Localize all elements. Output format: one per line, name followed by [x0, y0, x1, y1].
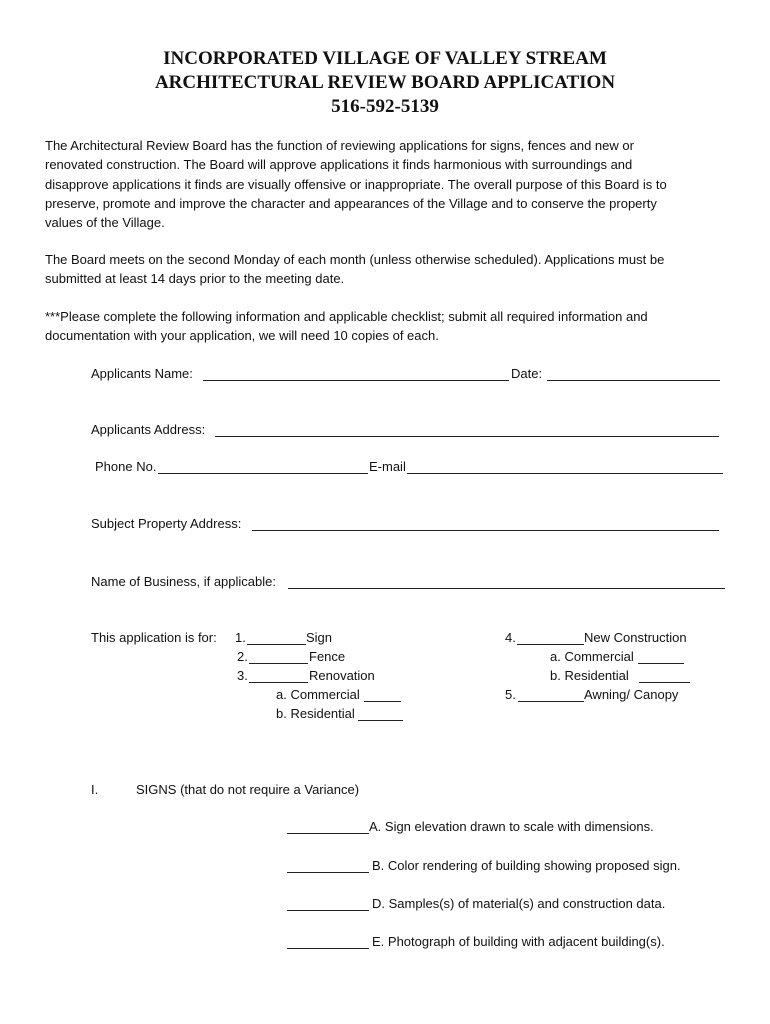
checklist-item-e: E. Photograph of building with adjacent building(s). [372, 934, 665, 949]
intro-paragraph-1 [45, 136, 735, 232]
item-number-1: 1. [235, 630, 246, 645]
sign-option-label: Sign [306, 630, 333, 645]
checklist-line-b[interactable] [287, 872, 369, 873]
intro-p1-line: renovated construction. The Board will approve applications it finds harmonious with surroundings and [45, 157, 633, 173]
intro-p3-line: documentation with your application, we will need 10 copies of each. [45, 328, 439, 344]
phone-label: Phone No. [95, 459, 157, 474]
intro-p3-line: ***Please complete the following information and applicable checklist; submit all required information and [45, 309, 648, 324]
awning-option-label: Awning/ Canopy [584, 687, 679, 702]
fence-checkbox-line[interactable] [249, 663, 308, 664]
new-construction-checkbox-line[interactable] [517, 644, 584, 645]
date-field[interactable] [547, 380, 720, 381]
renovation-checkbox-line[interactable] [249, 682, 308, 683]
form-title-line2: ARCHITECTURAL REVIEW BOARD APPLICATION [154, 72, 616, 93]
intro-p2-line: submitted at least 14 days prior to the meeting date. [45, 271, 345, 287]
subject-property-field[interactable] [252, 530, 719, 531]
new-construction-commercial-label: a. Commercial [550, 649, 634, 664]
board-phone-number: 516-592-5139 [331, 96, 439, 117]
business-name-field[interactable] [288, 588, 725, 589]
business-name-label: Name of Business, if applicable: [91, 574, 276, 589]
intro-p1-line: disapprove applications it finds are visually offensive or inappropriate. The overall purpose of this Board is to [45, 176, 667, 192]
intro-p1-line: The Architectural Review Board has the function of reviewing applications for signs, fences and new or [45, 138, 634, 153]
checklist-item-d: D. Samples(s) of material(s) and construction data. [372, 896, 666, 911]
awning-checkbox-line[interactable] [518, 701, 584, 702]
new-construction-commercial-line[interactable] [638, 663, 684, 664]
item-number-5: 5. [505, 687, 516, 702]
renovation-option-label: Renovation [309, 668, 375, 683]
applicant-name-label: Applicants Name: [91, 366, 193, 381]
sign-checkbox-line[interactable] [247, 644, 306, 645]
signs-section-title: SIGNS (that do not require a Variance) [136, 782, 360, 797]
intro-paragraph-2 [45, 250, 735, 289]
new-construction-residential-line[interactable] [639, 682, 690, 683]
applicant-address-label: Applicants Address: [91, 422, 206, 437]
new-construction-option-label: New Construction [584, 630, 687, 645]
renovation-residential-line[interactable] [358, 720, 403, 721]
section-numeral: I. [91, 782, 99, 797]
form-title-line1: INCORPORATED VILLAGE OF VALLEY STREAM [163, 48, 607, 69]
applicant-name-field[interactable] [203, 380, 509, 381]
fence-option-label: Fence [309, 649, 346, 664]
renovation-residential-label: b. Residential [276, 706, 355, 721]
date-label: Date: [511, 366, 543, 381]
subject-property-label: Subject Property Address: [91, 516, 242, 531]
item-number-2: 2. [237, 649, 248, 664]
email-label: E-mail [369, 459, 406, 474]
intro-p1-line: preserve, promote and improve the character and appearances of the Village and to conserve the property [45, 195, 657, 211]
new-construction-residential-label: b. Residential [550, 668, 629, 683]
phone-field[interactable] [158, 473, 368, 474]
checklist-item-a: A. Sign elevation drawn to scale with dimensions. [369, 819, 654, 834]
checklist-line-d[interactable] [287, 910, 369, 911]
email-field[interactable] [407, 473, 723, 474]
applicant-address-field[interactable] [215, 436, 719, 437]
application-for-label: This application is for: [91, 630, 217, 645]
intro-p2-line: The Board meets on the second Monday of each month (unless otherwise scheduled). Applications must be [45, 252, 665, 267]
item-number-3: 3. [237, 668, 248, 683]
renovation-commercial-line[interactable] [364, 701, 401, 702]
intro-p1-line: values of the Village. [45, 215, 165, 231]
item-number-4: 4. [505, 630, 516, 645]
intro-paragraph-3 [45, 307, 735, 346]
checklist-item-b: B. Color rendering of building showing proposed sign. [372, 858, 681, 873]
checklist-line-a[interactable] [287, 833, 369, 834]
checklist-line-e[interactable] [287, 948, 369, 949]
renovation-commercial-label: a. Commercial [276, 687, 360, 702]
